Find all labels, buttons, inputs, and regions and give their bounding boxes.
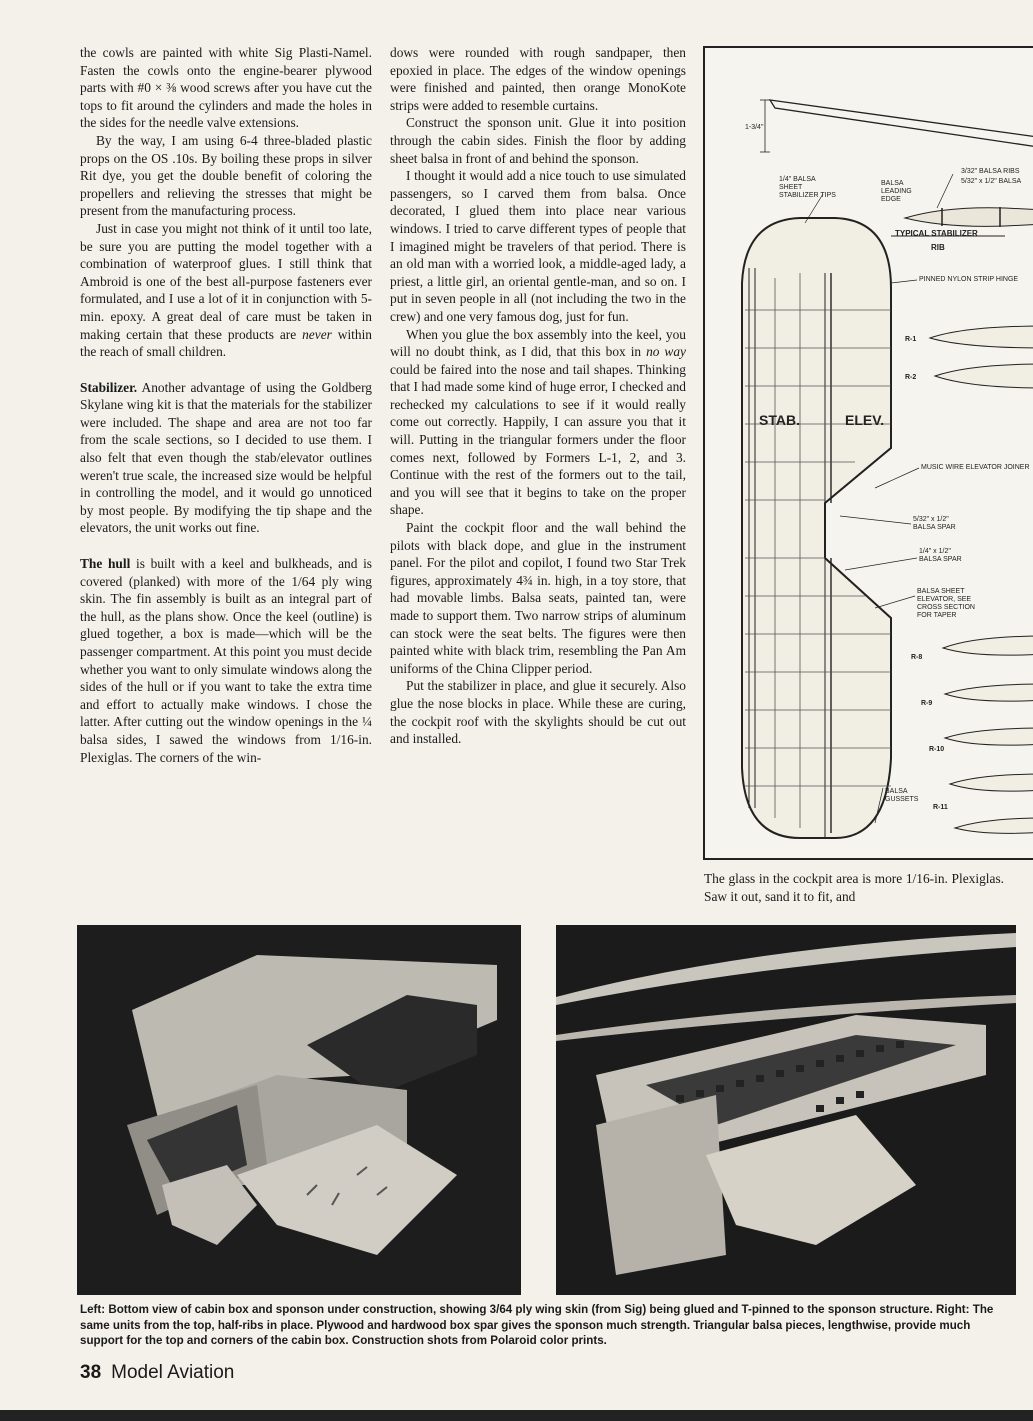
paragraph: Construct the sponson unit. Glue it into position through the cabin sides. Finish the floor by adding sheet balsa in front of and behind the sponson.	[390, 115, 686, 166]
plan-label: 5/32" x 1/2" BALSA	[961, 178, 1022, 185]
plan-label: PINNED NYLON STRIP HINGE	[919, 276, 1019, 283]
text-column-2	[390, 44, 686, 748]
plan-label: 1/4" BALSA SHEET STABILIZER TIPS	[779, 176, 836, 199]
paragraph	[80, 220, 372, 361]
paragraph: Put the stabilizer in place, and glue it securely. Also glue the nose blocks in place. While these are curing, the cockpit roof with the skylights should be cut out and installed.	[390, 678, 686, 747]
paragraph: dows were rounded with rough sandpaper, then epoxied in place. The edges of the window openings were finished and painted, then orange MonoKote strips were added to resemble curtains.	[390, 45, 686, 113]
rib-label: R-11	[933, 804, 948, 811]
photo-right	[556, 925, 1016, 1295]
rib-label: R-8	[911, 654, 923, 661]
section-heading: Stabilizer.	[80, 379, 138, 395]
plan-label: BALSA LEADING EDGE	[881, 180, 912, 203]
plan-label: 1/4" x 1/2" BALSA SPAR	[919, 548, 962, 563]
photo-left-image	[77, 925, 521, 1295]
rib-label: R-10	[929, 746, 945, 753]
rib-label: R-2	[905, 374, 917, 381]
photo-left	[77, 925, 521, 1295]
emphasis: never	[302, 326, 332, 342]
page-number: 38	[80, 1362, 102, 1383]
paragraph-text: Another advantage of using the Goldberg Skylane wing kit is that the materials for the stabilizer were included. The shape and area are not too far from the scale sections, so I decided to use them. I also felt that even though the stab/elevator outlines weren't true scale, the increased size would be helpful in controlling the model, and it would go unnoticed by most people. By modifying the tip shape and the elevators, the unit works out fine.	[80, 379, 372, 536]
plan-label: 5/32" x 1/2" BALSA SPAR	[913, 516, 956, 531]
paragraph-text: When you glue the box assembly into the keel, you will no doubt think, as I did, that this box in	[390, 326, 686, 360]
paragraph: Paint the cockpit floor and the wall behind the pilots with black dope, and glue in the instrument panel. For the pilot and copilot, I found two Star Trek figures, approximately 4¾ in. high, in a toy store, that had movable limbs. Balsa seats, painted tan, were made to support them. Two narrow strips of aluminum can stock were the seat belts. The figures were then painted white with black trim, resembling the Pan Am uniforms of the China Clipper period.	[390, 520, 686, 676]
stab-label: STAB.	[759, 412, 800, 428]
paragraph: I thought it would add a nice touch to use simulated passengers, so I carved them from balsa. Once decorated, I glued them into place near various windows. I tried to carve different types of people that I imagined might be travelers of that period. There is an old man with a worried look, a middle-aged lady, a priest, a little girl, an oriental gentle-man, and so on. I put in seven people in all (not including the two in the crew) and one very famous dog, just for fun.	[390, 168, 686, 324]
rib-label: R-1	[905, 336, 917, 343]
paragraph-text: is built with a keel and bulkheads, and is covered (planked) with more of the 1/64 ply wing skin. The fin assembly is built as an integral part of the hull, as the plans show. Once the keel (outline) is glued together, a box is made—which will be the passenger compartment. At this point you must decide whether you want to only simulate windows along the sides of the hull or if you want to take the extra time and effort to actually make windows. I chose the latter. After cutting out the window openings in the ¼ balsa sides, I sawed the windows from 1/16-in. Plexiglas. The corners of the win-	[80, 556, 373, 765]
plan-label: BALSA GUSSETS	[885, 788, 919, 803]
scan-edge	[0, 1410, 1033, 1421]
paragraph: By the way, I am using 6-4 three-bladed plastic props on the OS .10s. By boiling these props in silver Rit dye, you get the double benefit of coloring the propellers and relieving the stresses that might be present from the manufacturing process.	[80, 132, 372, 219]
page-footer	[80, 1362, 234, 1384]
photo-right-image	[556, 925, 1016, 1295]
plan-label: 3/32" BALSA RIBS	[961, 168, 1020, 175]
emphasis: no way	[646, 344, 686, 360]
dimension-label: 1-3/4"	[745, 124, 764, 131]
paragraph	[390, 326, 686, 520]
text-column-3	[704, 870, 1004, 905]
stabilizer-plan-drawing	[703, 46, 1033, 860]
section-hull	[80, 555, 372, 766]
paragraph: the cowls are painted with white Sig Plasti-Namel. Fasten the cowls onto the engine-bearer plywood parts with #0 × ⅜ wood screws after you have cut the tops to fit around the cylinders and made the holes in the sides for the needle valve extensions.	[80, 45, 372, 131]
paragraph: The glass in the cockpit area is more 1/16-in. Plexiglas. Saw it out, sand it to fit, and	[704, 871, 1004, 904]
plan-label: BALSA SHEET ELEVATOR, SEE CROSS SECTION FOR TAPER	[917, 588, 975, 619]
plan-label: RIB	[931, 243, 945, 252]
elev-label: ELEV.	[845, 412, 885, 428]
plan-label: TYPICAL STABILIZER	[895, 229, 978, 238]
plan-label: MUSIC WIRE ELEVATOR JOINER	[921, 464, 1030, 471]
paragraph-text: Just in case you might not think of it until too late, be sure you are putting the model together with a combination of waterproof glues. I still think that Ambroid is one of the best all-purpose fasteners ever formulated, and I use a lot of it in conjunction with 5-min. epoxy. A great deal of care must be taken in making certain that these products are	[80, 220, 372, 342]
section-heading: The hull	[80, 556, 131, 572]
text-column-1	[80, 44, 372, 766]
paragraph-text: could be faired into the nose and tail shapes. Thinking that I had made some kind of huge error, I checked and rechecked my calculations to see if it would really come out correctly. Happily, I can assure you that it will. Putting in the triangular formers under the floor comes next, followed by Formers L-1, 2, and 3. Continue with the rest of the formers out to the tail, and you will see that it begins to take on the proper shape.	[390, 361, 686, 518]
magazine-title: Model Aviation	[111, 1362, 235, 1383]
rib-label: R-9	[921, 700, 933, 707]
photo-caption: Left: Bottom view of cabin box and sponson under construction, showing 3/64 ply wing skin (from Sig) being glued and T-pinned to the sponson structure. Right: The same units from the top, half-ribs in place. Plywood and hardwood box spar gives the sponson much strength. Triangular balsa pieces, lengthwise, provide much support for the top and corners of the cabin box. Construction shots from Polaroid color prints.	[80, 1303, 994, 1347]
paragraph-text: within the reach of small children.	[80, 326, 372, 360]
section-stabilizer	[80, 379, 372, 537]
